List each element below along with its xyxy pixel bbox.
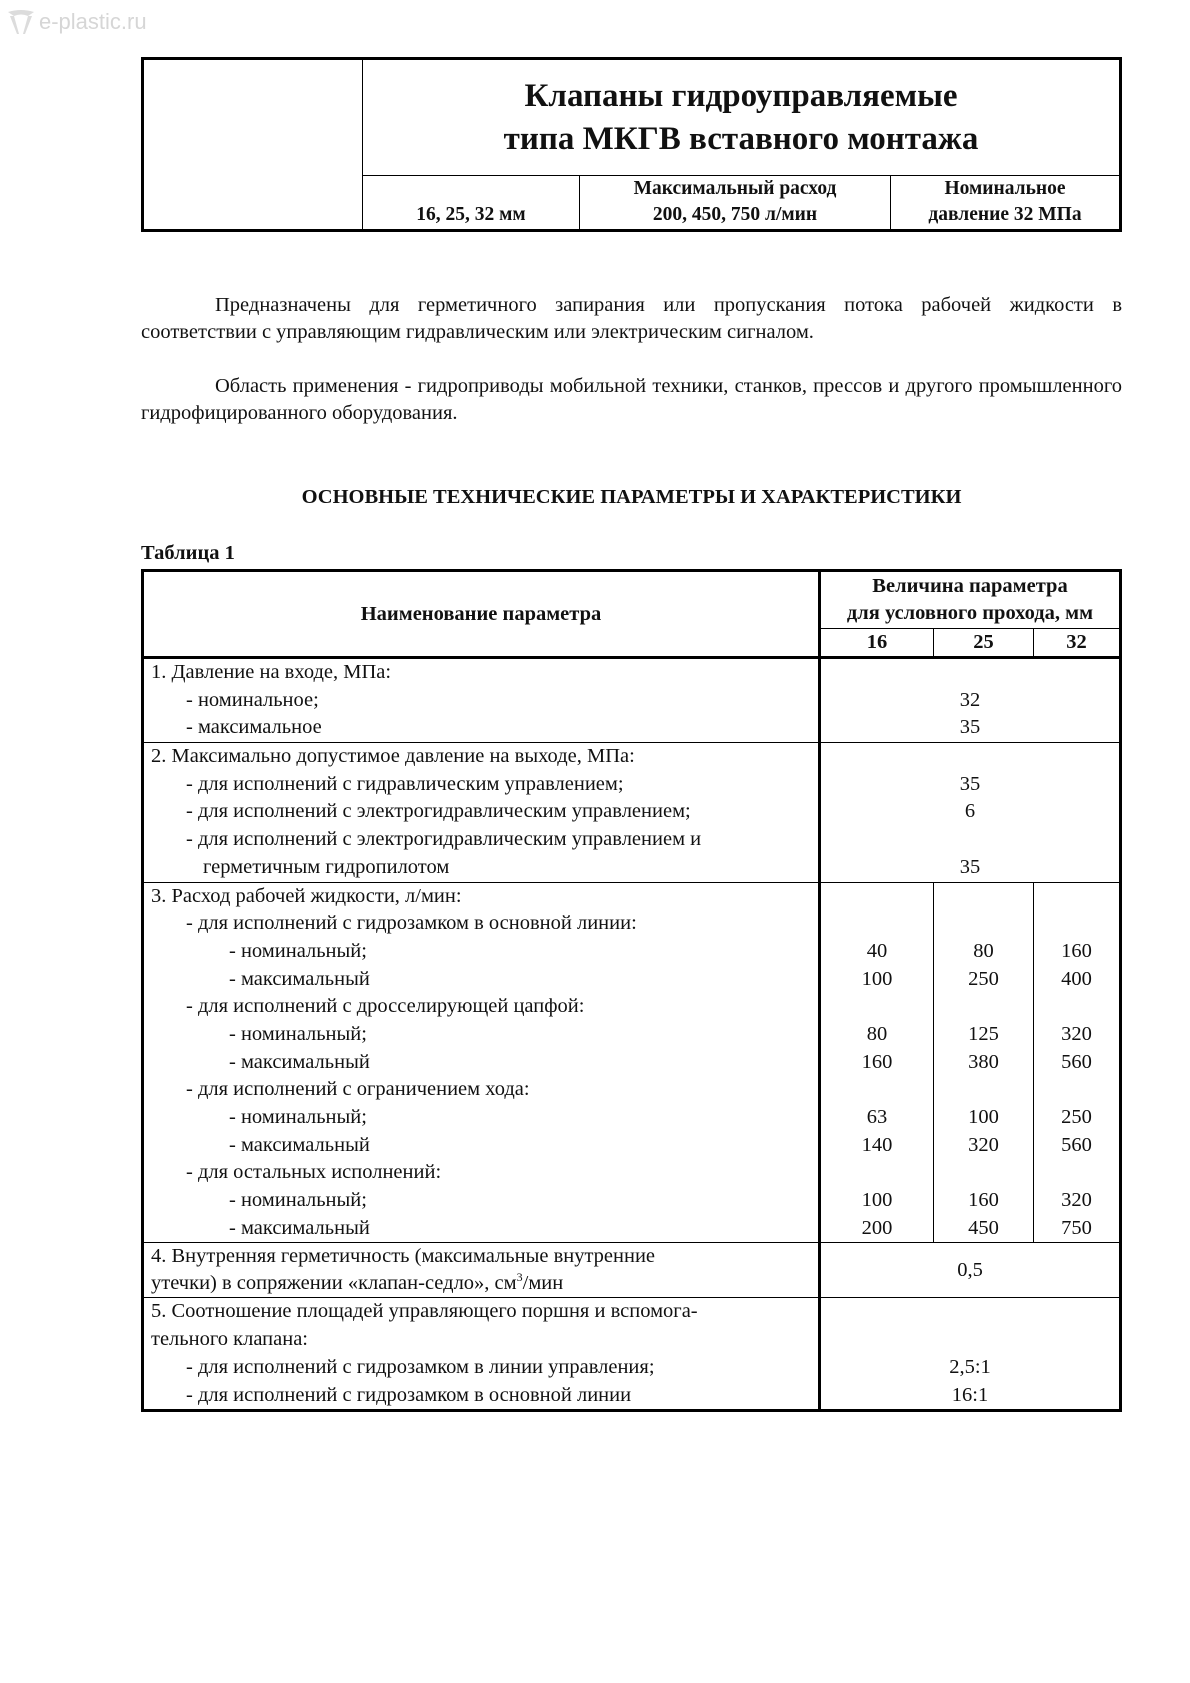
spec-sizes-text: 16, 25, 32 мм (416, 204, 526, 225)
param-value: 250 (968, 967, 999, 990)
param-name-cell (143, 658, 820, 743)
param-value: 35 (959, 716, 981, 739)
param-label: - максимальное (186, 716, 322, 739)
header-logo-cell (144, 60, 363, 229)
param-value: 63 (866, 1106, 888, 1128)
subgroup-title: - для исполнений с ограничением хода: (186, 1078, 530, 1101)
param-value: 2,5:1 (949, 1355, 991, 1378)
table-row (143, 882, 1121, 1243)
param-value: 560 (1061, 1050, 1092, 1073)
group-title-continued (151, 1270, 818, 1297)
spec-pressure-line-2: давление 32 МПа (928, 204, 1082, 225)
param-value-cell (820, 1243, 1121, 1298)
param-label: - для исполнений с электрогидравлическим управлением; (186, 800, 691, 823)
param-value: 250 (1061, 1106, 1092, 1128)
column-32: 32 (1034, 629, 1121, 658)
spec-flow-line-1: Максимальный расход (633, 178, 837, 199)
param-value: 320 (1061, 1189, 1092, 1212)
param-value: 100 (861, 967, 893, 990)
leakage-unit: /мин (522, 1272, 564, 1295)
logo-icon (6, 8, 36, 36)
param-value: 560 (1061, 1133, 1092, 1156)
spec-pressure-line-1: Номинальное (944, 178, 1066, 199)
section-title: ОСНОВНЫЕ ТЕХНИЧЕСКИЕ ПАРАМЕТРЫ И ХАРАКТЕРИСТИКИ (301, 486, 962, 508)
intro-paragraph-1: Предназначены для герметичного запирания или пропускания потока рабочей жидкости в соответствии с управляющим гидравлическим или электрическим сигналом. (141, 294, 1122, 343)
param-value: 160 (1061, 939, 1092, 962)
table-row (143, 658, 1121, 743)
param-label: - максимальный (229, 967, 370, 990)
header-specs (363, 176, 1119, 229)
param-label: - максимальный (229, 1216, 370, 1239)
param-value: 400 (1061, 967, 1092, 990)
param-value: 16:1 (951, 1383, 989, 1406)
param-value: 750 (1061, 1216, 1092, 1239)
spec-flow-line-2: 200, 450, 750 л/мин (652, 204, 818, 225)
param-label: - номинальный; (229, 1106, 367, 1128)
param-value-cell (820, 658, 1121, 743)
param-value: 380 (968, 1050, 999, 1073)
title-line-1: Клапаны гидроуправляемые (524, 77, 958, 114)
header-param-name: Наименование параметра (143, 571, 820, 658)
param-label: - номинальное; (186, 688, 319, 711)
column-16: 16 (820, 629, 934, 658)
subgroup-title: - для исполнений с дросселирующей цапфой: (186, 995, 585, 1018)
table-row (143, 1298, 1121, 1411)
param-value: 320 (968, 1133, 999, 1156)
param-name-cell (143, 1298, 820, 1411)
header-right (363, 60, 1119, 229)
param-value: 200 (861, 1216, 893, 1239)
group-title: 5. Соотношение площадей управляющего поршня и вспомога- (151, 1300, 698, 1323)
group-title: 2. Максимально допустимое давление на выходе, МПа: (151, 745, 635, 768)
param-label: герметичным гидропилотом (203, 855, 450, 878)
column-25: 25 (934, 629, 1034, 658)
subgroup-title: - для остальных исполнений: (186, 1161, 442, 1184)
param-label: - максимальный (229, 1050, 370, 1073)
spec-flow (580, 176, 891, 229)
param-value: 35 (959, 855, 981, 878)
param-value: 140 (861, 1133, 893, 1156)
table-header-row (143, 571, 1121, 629)
param-value: 320 (1061, 1022, 1092, 1045)
param-label: - номинальный; (229, 939, 367, 962)
table-row (143, 743, 1121, 882)
param-value: 125 (968, 1022, 999, 1045)
param-value: 100 (968, 1106, 999, 1128)
param-label: - для исполнений с гидрозамком в основной линии (186, 1383, 632, 1406)
param-value: 160 (861, 1050, 893, 1073)
param-label: - номинальный; (229, 1189, 367, 1212)
param-label: - для исполнений с электрогидравлическим управлением и (186, 828, 702, 851)
group-title: 4. Внутренняя герметичность (максимальные внутренние (151, 1245, 656, 1268)
subgroup-title: - для исполнений с гидрозамком в основной линии: (186, 912, 637, 935)
param-value: 80 (973, 939, 994, 962)
flow-values-16 (820, 882, 934, 1243)
watermark-text: e-plastic.ru (39, 9, 147, 34)
flow-values-25 (934, 882, 1034, 1243)
param-value: 40 (866, 939, 888, 962)
title-line-2: типа МКГВ вставного монтажа (503, 120, 979, 157)
table-row (143, 1243, 1121, 1298)
unit-superscript: 3 (516, 1270, 523, 1285)
header-box (141, 57, 1122, 232)
param-value: 80 (866, 1022, 888, 1045)
spec-sizes (363, 176, 580, 229)
param-label: - для исполнений с гидрозамком в линии управления; (186, 1355, 655, 1378)
watermark (6, 8, 147, 36)
intro-paragraph-2: Область применения - гидроприводы мобильной техники, станков, прессов и другого промышленного гидрофицированного оборудования. (141, 375, 1122, 424)
header-value-line-2: для условного прохода, мм (846, 602, 1094, 624)
param-value: 6 (964, 800, 976, 823)
param-value: 35 (959, 772, 981, 795)
flow-values-32 (1034, 882, 1121, 1243)
param-label: - максимальный (229, 1133, 370, 1156)
group-title: 3. Расход рабочей жидкости, л/мин: (151, 884, 462, 907)
param-value-cell (820, 743, 1121, 882)
param-name-cell (143, 743, 820, 882)
param-value: 32 (959, 688, 981, 711)
param-value-cell (820, 1298, 1121, 1411)
group-title: 1. Давление на входе, МПа: (151, 661, 392, 683)
group-title-continued: тельного клапана: (151, 1328, 308, 1351)
leakage-label: утечки) в сопряжении «клапан-седло», см (151, 1272, 517, 1295)
param-value: 100 (861, 1189, 893, 1212)
spec-pressure (891, 176, 1119, 229)
param-label: - для исполнений с гидравлическим управлением; (186, 772, 624, 795)
header-value-line-1: Величина параметра (872, 575, 1068, 597)
param-label: - номинальный; (229, 1022, 367, 1045)
param-name-cell (143, 1243, 820, 1298)
param-value: 450 (968, 1216, 999, 1239)
parameters-table (141, 569, 1122, 1412)
header-param-value (820, 571, 1121, 629)
param-value: 160 (968, 1189, 999, 1212)
table-caption: Таблица 1 (141, 542, 235, 564)
param-name-cell (143, 882, 820, 1243)
param-value: 0,5 (957, 1258, 983, 1281)
document-title (363, 60, 1119, 176)
